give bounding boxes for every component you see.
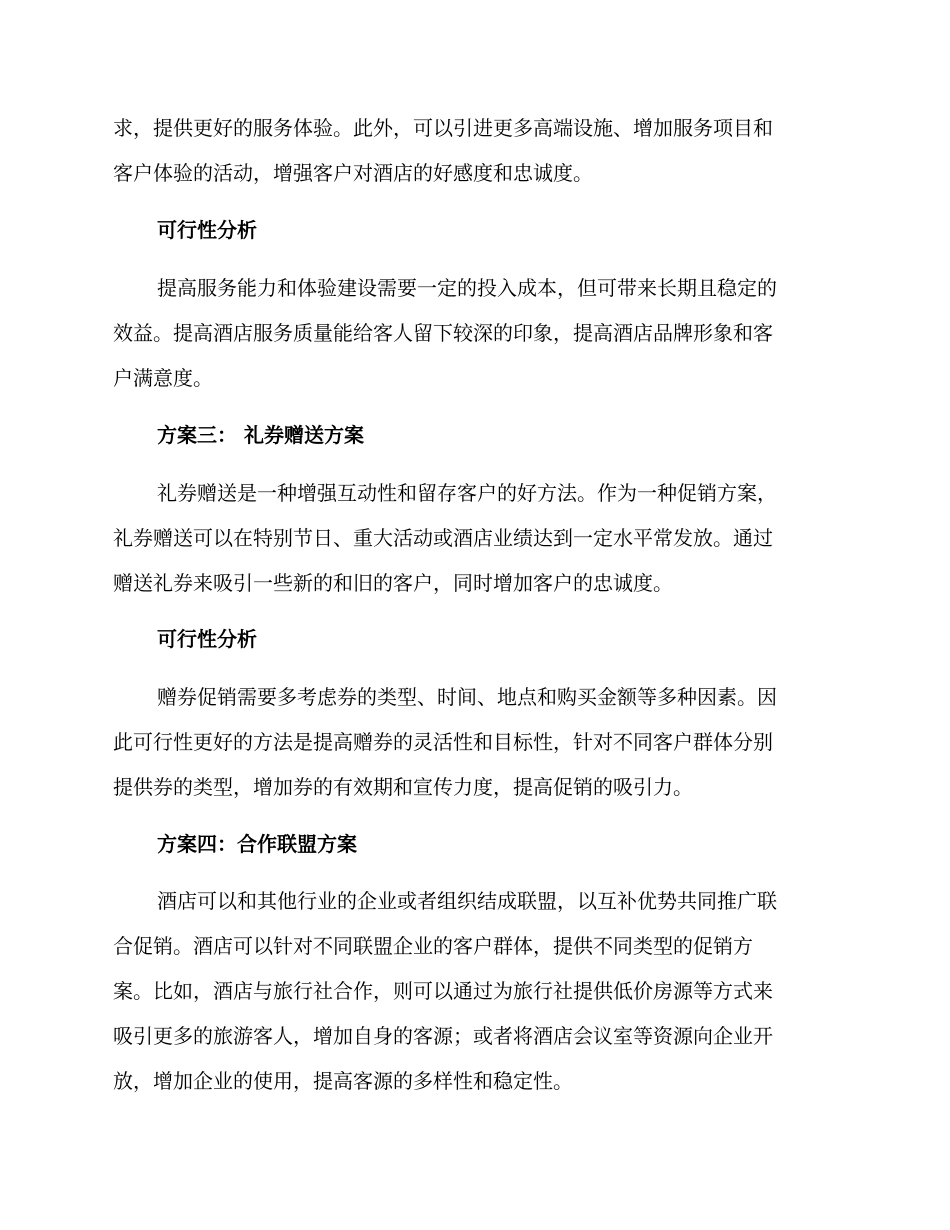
paragraph-line: 赠券促销需要多考虑券的类型、时间、地点和购买金额等多种因素。因 bbox=[157, 685, 777, 709]
paragraph-feasibility-1 bbox=[113, 266, 833, 401]
paragraph-continued bbox=[113, 106, 833, 196]
paragraph-line: 酒店可以和其他行业的企业或者组织结成联盟，以互补优势共同推广联 bbox=[157, 889, 777, 913]
paragraph-line: 礼券赠送是一种增强互动性和留存客户的好方法。作为一种促销方案， bbox=[157, 481, 777, 505]
paragraph-line: 合促销。酒店可以针对不同联盟企业的客户群体，提供不同类型的促销方 bbox=[113, 934, 753, 958]
paragraph-line: 效益。提高酒店服务质量能给客人留下较深的印象，提高酒店品牌形象和客 bbox=[113, 321, 773, 345]
paragraph-line: 礼券赠送可以在特别节日、重大活动或酒店业绩达到一定水平常发放。通过 bbox=[113, 526, 773, 550]
section-heading-feasibility-1: 可行性分析 bbox=[157, 218, 257, 242]
section-heading-plan-four: 方案四：合作联盟方案 bbox=[157, 832, 357, 856]
paragraph-line: 客户体验的活动，增强客户对酒店的好感度和忠诚度。 bbox=[113, 161, 593, 185]
paragraph-line: 放，增加企业的使用，提高客源的多样性和稳定性。 bbox=[113, 1069, 573, 1093]
section-heading-feasibility-2: 可行性分析 bbox=[157, 627, 257, 651]
paragraph-plan-four bbox=[113, 879, 833, 1104]
paragraph-line: 提供券的类型，增加券的有效期和宣传力度，提高促销的吸引力。 bbox=[113, 775, 693, 799]
paragraph-plan-three bbox=[113, 471, 833, 606]
paragraph-line: 赠送礼券来吸引一些新的和旧的客户，同时增加客户的忠诚度。 bbox=[113, 571, 673, 595]
paragraph-line: 吸引更多的旅游客人，增加自身的客源；或者将酒店会议室等资源向企业开 bbox=[113, 1024, 773, 1048]
section-heading-plan-three: 方案三： 礼券赠送方案 bbox=[157, 423, 364, 447]
paragraph-feasibility-2 bbox=[113, 675, 833, 810]
paragraph-line: 求，提供更好的服务体验。此外，可以引进更多高端设施、增加服务项目和 bbox=[113, 116, 773, 140]
paragraph-line: 案。比如，酒店与旅行社合作，则可以通过为旅行社提供低价房源等方式来 bbox=[113, 979, 773, 1003]
paragraph-line: 户满意度。 bbox=[113, 366, 213, 390]
paragraph-line: 此可行性更好的方法是提高赠券的灵活性和目标性，针对不同客户群体分别 bbox=[113, 730, 773, 754]
paragraph-line: 提高服务能力和体验建设需要一定的投入成本，但可带来长期且稳定的 bbox=[157, 276, 777, 300]
